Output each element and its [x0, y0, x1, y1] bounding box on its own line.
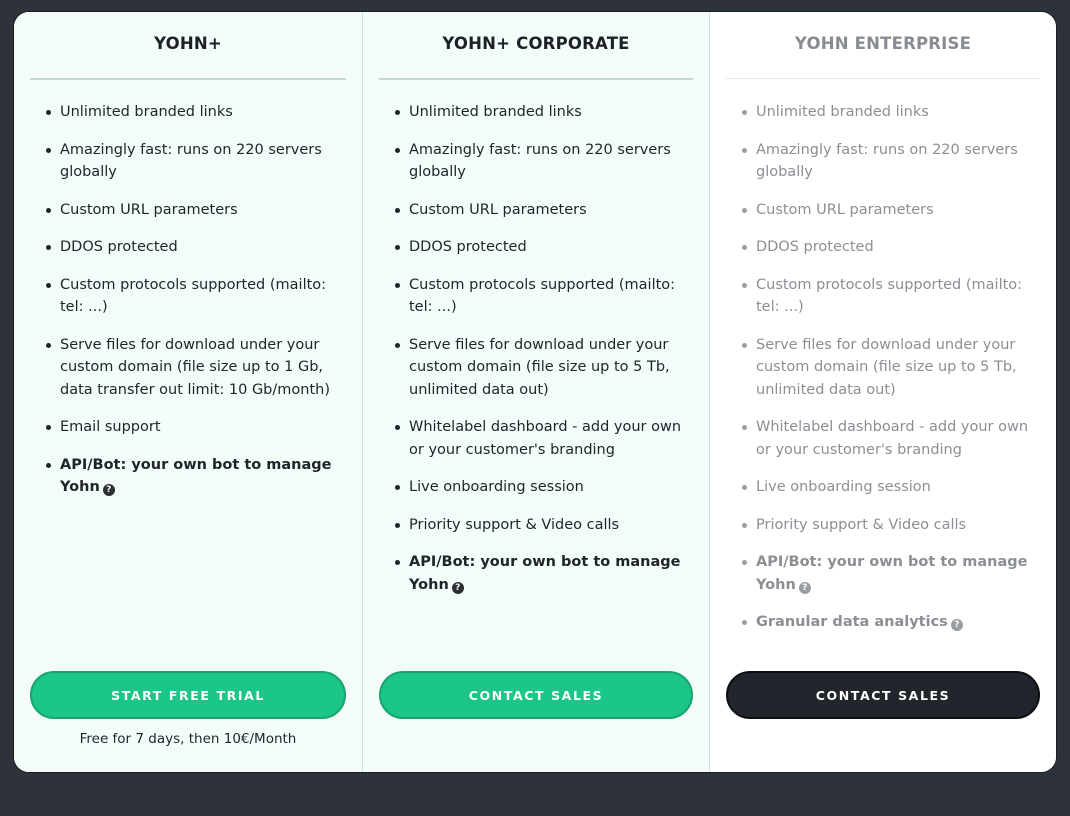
- question-icon[interactable]: ?: [799, 582, 811, 594]
- feature-item: Serve files for download under your custom domain (file size up to 1 Gb, data transfer out limit: 10 Gb/month): [46, 334, 348, 402]
- feature-item: Amazingly fast: runs on 220 servers globally: [395, 139, 695, 184]
- plan-title: YOHN ENTERPRISE: [794, 34, 972, 53]
- feature-item: Live onboarding session: [742, 476, 1042, 499]
- feature-label: Granular data analytics: [756, 614, 948, 630]
- feature-item: DDOS protected: [395, 236, 695, 259]
- feature-item-api-bot: [742, 551, 1042, 596]
- feature-item: Unlimited branded links: [742, 101, 1042, 124]
- feature-item: Serve files for download under your custom domain (file size up to 5 Tb, unlimited data out): [395, 334, 695, 402]
- feature-item: Serve files for download under your custom domain (file size up to 5 Tb, unlimited data out): [742, 334, 1042, 402]
- feature-item: Whitelabel dashboard - add your own or your customer's branding: [742, 416, 1042, 461]
- feature-item: Email support: [46, 416, 348, 439]
- feature-item: Custom protocols supported (mailto: tel: ...): [46, 274, 348, 319]
- start-free-trial-button[interactable]: START FREE TRIAL: [30, 671, 346, 719]
- feature-item: Custom protocols supported (mailto: tel: ...): [395, 274, 695, 319]
- plan-yohn-enterprise: [710, 12, 1056, 772]
- feature-item-granular-analytics: [742, 611, 1042, 634]
- divider: [30, 78, 346, 80]
- feature-item: Custom URL parameters: [46, 199, 348, 222]
- pricing-card: [13, 11, 1057, 773]
- feature-item: Priority support & Video calls: [395, 514, 695, 537]
- plan-yohn-plus: [14, 12, 363, 772]
- feature-item: Custom protocols supported (mailto: tel: ...): [742, 274, 1042, 319]
- feature-item: Custom URL parameters: [742, 199, 1042, 222]
- feature-item: Live onboarding session: [395, 476, 695, 499]
- feature-item-api-bot: [46, 454, 348, 499]
- feature-item: Amazingly fast: runs on 220 servers globally: [46, 139, 348, 184]
- feature-item: Whitelabel dashboard - add your own or your customer's branding: [395, 416, 695, 461]
- plan-title: YOHN+: [154, 34, 222, 53]
- feature-label: API/Bot: your own bot to manage Yohn: [409, 554, 681, 593]
- divider: [379, 78, 693, 80]
- pricing-note: Free for 7 days, then 10€/Month: [79, 731, 297, 747]
- feature-item: Priority support & Video calls: [742, 514, 1042, 537]
- feature-item-api-bot: [395, 551, 695, 596]
- contact-sales-button[interactable]: CONTACT SALES: [379, 671, 693, 719]
- question-icon[interactable]: ?: [951, 619, 963, 631]
- divider: [726, 78, 1040, 79]
- feature-list: [742, 101, 1042, 649]
- feature-label: API/Bot: your own bot to manage Yohn: [756, 554, 1028, 593]
- feature-item: DDOS protected: [742, 236, 1042, 259]
- contact-sales-button[interactable]: CONTACT SALES: [726, 671, 1040, 719]
- plan-title: YOHN+ CORPORATE: [442, 34, 630, 53]
- feature-item: Amazingly fast: runs on 220 servers globally: [742, 139, 1042, 184]
- feature-list: [395, 101, 695, 611]
- feature-list: [46, 101, 348, 514]
- feature-item: DDOS protected: [46, 236, 348, 259]
- feature-label: API/Bot: your own bot to manage Yohn: [60, 456, 332, 495]
- question-icon[interactable]: ?: [452, 582, 464, 594]
- question-icon[interactable]: ?: [103, 484, 115, 496]
- feature-item: Unlimited branded links: [395, 101, 695, 124]
- feature-item: Unlimited branded links: [46, 101, 348, 124]
- feature-item: Custom URL parameters: [395, 199, 695, 222]
- plan-yohn-plus-corporate: [363, 12, 710, 772]
